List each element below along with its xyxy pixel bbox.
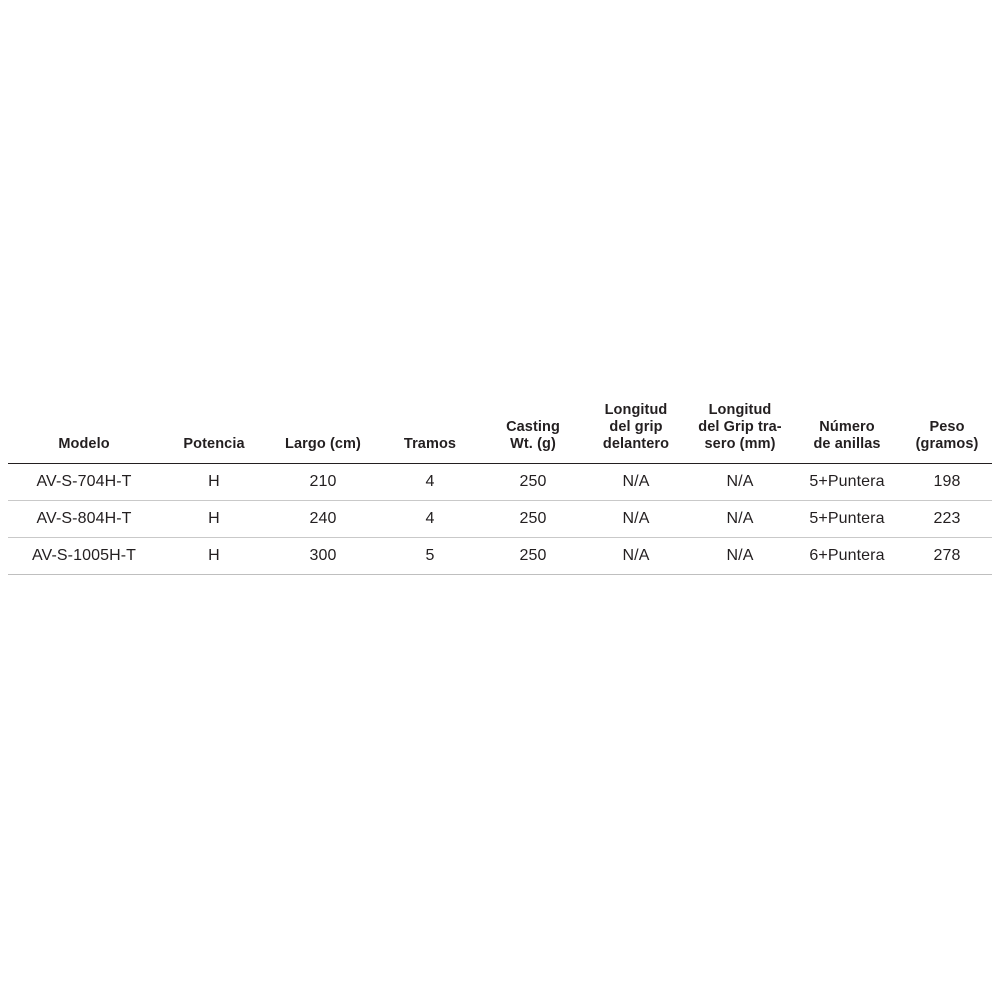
column-header-peso-line-1: Peso [929, 419, 965, 436]
column-header-peso [902, 398, 992, 464]
cell-casting: 250 [519, 547, 547, 565]
column-header-casting-wt-line-1: Casting [506, 419, 560, 436]
cell-grip-delantero: N/A [622, 510, 650, 528]
cell-casting: 250 [519, 510, 547, 528]
table-row [8, 464, 992, 501]
specification-table [8, 398, 992, 575]
column-header-grip-delantero-line-2: del grip [609, 419, 663, 436]
cell-casting: 250 [519, 473, 547, 491]
cell-grip-delantero: N/A [622, 547, 650, 565]
table-header [8, 398, 992, 464]
cell-tramos: 4 [425, 510, 435, 528]
table-header-row [8, 398, 992, 464]
column-header-grip-delantero [584, 398, 688, 464]
table-row [8, 538, 992, 575]
column-header-largo [268, 398, 378, 464]
cell-tramos: 4 [425, 473, 435, 491]
cell-modelo: AV-S-704H-T [36, 473, 132, 491]
column-header-grip-trasero [688, 398, 792, 464]
column-header-anillas-line-1: Número [819, 419, 875, 436]
cell-anillas: 5+Puntera [809, 510, 885, 528]
column-header-potencia [160, 398, 268, 464]
table-body [8, 464, 992, 575]
cell-grip-trasero: N/A [726, 510, 754, 528]
cell-potencia: H [208, 510, 220, 528]
column-header-grip-delantero-line-1: Longitud [604, 402, 668, 418]
cell-modelo: AV-S-1005H-T [31, 547, 137, 565]
cell-largo: 300 [309, 547, 337, 565]
cell-grip-trasero: N/A [726, 473, 754, 491]
column-header-grip-trasero-line-2: del Grip tra- [698, 419, 782, 436]
cell-potencia: H [208, 547, 220, 565]
cell-peso: 278 [933, 547, 961, 565]
cell-anillas: 5+Puntera [809, 473, 885, 491]
cell-tramos: 5 [425, 547, 435, 565]
cell-peso: 223 [933, 510, 961, 528]
column-header-tramos [378, 398, 482, 464]
cell-modelo: AV-S-804H-T [36, 510, 132, 528]
column-header-modelo-line-1: Modelo [58, 436, 110, 453]
cell-anillas: 6+Puntera [809, 547, 885, 565]
specification-table-container [8, 398, 992, 575]
column-header-peso-line-2: (gramos) [915, 436, 979, 453]
column-header-grip-delantero-line-3: delantero [602, 436, 670, 453]
column-header-grip-trasero-line-1: Longitud [708, 402, 772, 418]
cell-largo: 210 [309, 473, 337, 491]
cell-largo: 240 [309, 510, 337, 528]
column-header-modelo [8, 398, 160, 464]
column-header-anillas-line-2: de anillas [813, 436, 881, 453]
column-header-anillas [792, 398, 902, 464]
cell-potencia: H [208, 473, 220, 491]
cell-peso: 198 [933, 473, 961, 491]
column-header-casting-wt-line-2: Wt. (g) [510, 436, 556, 453]
column-header-grip-trasero-line-3: sero (mm) [704, 436, 776, 453]
cell-grip-trasero: N/A [726, 547, 754, 565]
table-row [8, 501, 992, 538]
column-header-casting-wt [482, 398, 584, 464]
column-header-potencia-line-1: Potencia [183, 436, 245, 453]
column-header-largo-line-1: Largo (cm) [285, 436, 361, 453]
cell-grip-delantero: N/A [622, 473, 650, 491]
column-header-tramos-line-1: Tramos [403, 436, 457, 453]
